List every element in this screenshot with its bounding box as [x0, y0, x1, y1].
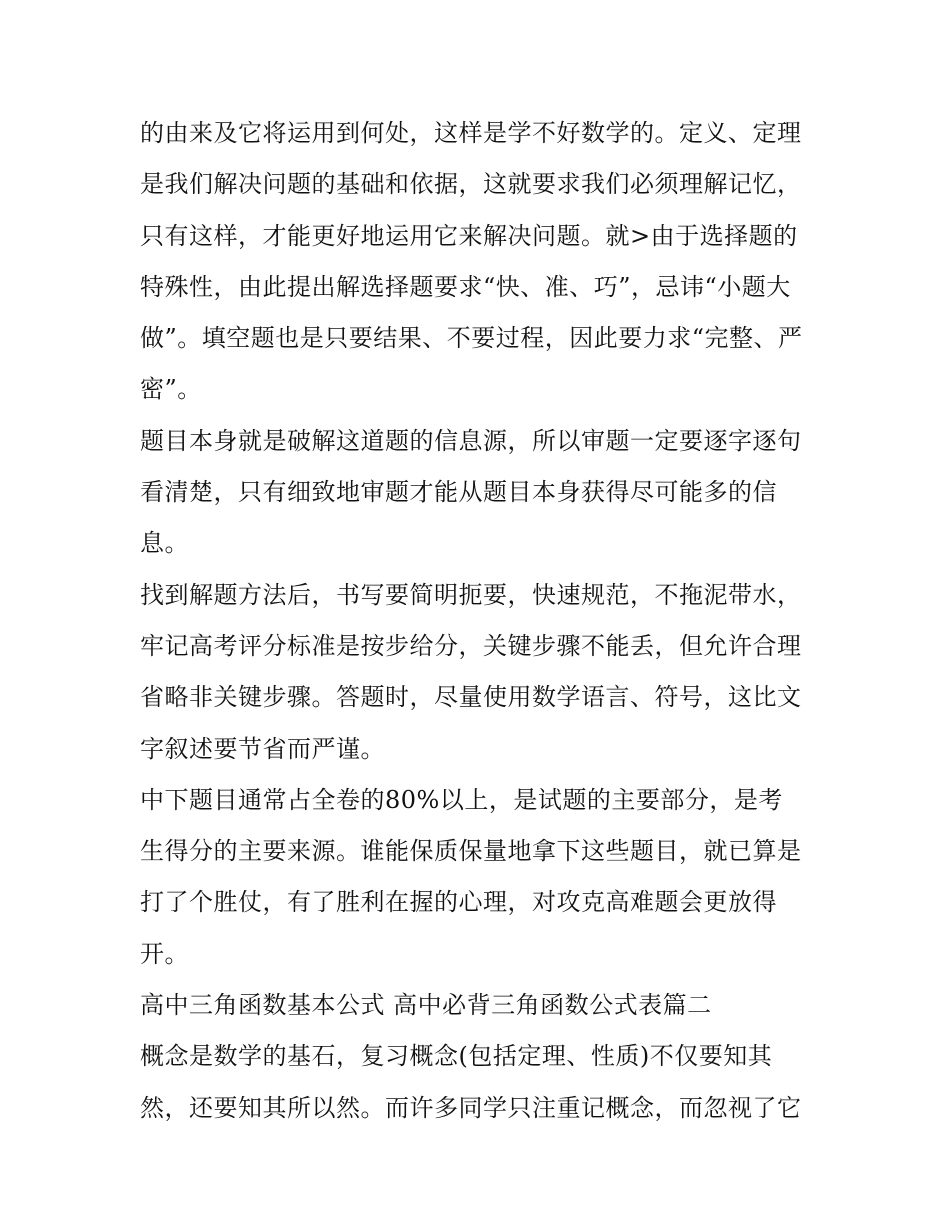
text-line: 字叙述要节省而严谨。	[140, 734, 385, 763]
text-line: 密”。	[140, 375, 202, 404]
text-line: 息。	[140, 529, 189, 558]
text-line: 看清楚，只有细致地审题才能从题目本身获得尽可能多的信	[140, 478, 777, 507]
section-heading: 高中三角函数基本公式 高中必背三角函数公式表篇二	[140, 991, 712, 1020]
text-line: 生得分的主要来源。谁能保质保量地拿下这些题目，就已算是	[140, 837, 802, 866]
text-line: 中下题目通常占全卷的80%以上，是试题的主要部分，是考	[140, 785, 783, 814]
text-line: 是我们解决问题的基础和依据，这就要求我们必须理解记忆，	[140, 170, 802, 199]
text-line: 打了个胜仗，有了胜利在握的心理，对攻克高难题会更放得	[140, 888, 777, 917]
text-line: 牢记高考评分标准是按步给分，关键步骤不能丢，但允许合理	[140, 631, 802, 660]
text-line: 特殊性，由此提出解选择题要求“快、准、巧”，忌讳“小题大	[140, 272, 791, 301]
text-line: 然，还要知其所以然。而许多同学只注重记概念，而忽视了它	[140, 1093, 802, 1122]
text-line: 的由来及它将运用到何处，这样是学不好数学的。定义、定理	[140, 119, 802, 147]
body-text	[140, 108, 820, 1134]
text-line: 只有这样，才能更好地运用它来解决问题。就>由于选择题的	[140, 221, 798, 250]
text-line: 概念是数学的基石，复习概念(包括定理、性质)不仅要知其	[140, 1042, 773, 1071]
text-line: 题目本身就是破解这道题的信息源，所以审题一定要逐字逐句	[140, 426, 802, 455]
text-line: 找到解题方法后，书写要简明扼要，快速规范，不拖泥带水，	[140, 580, 802, 609]
text-line: 省略非关键步骤。答题时，尽量使用数学语言、符号，这比文	[140, 683, 802, 712]
text-line: 开。	[140, 939, 189, 968]
text-line: 做”。填空题也是只要结果、不要过程，因此要力求“完整、严	[140, 324, 803, 353]
